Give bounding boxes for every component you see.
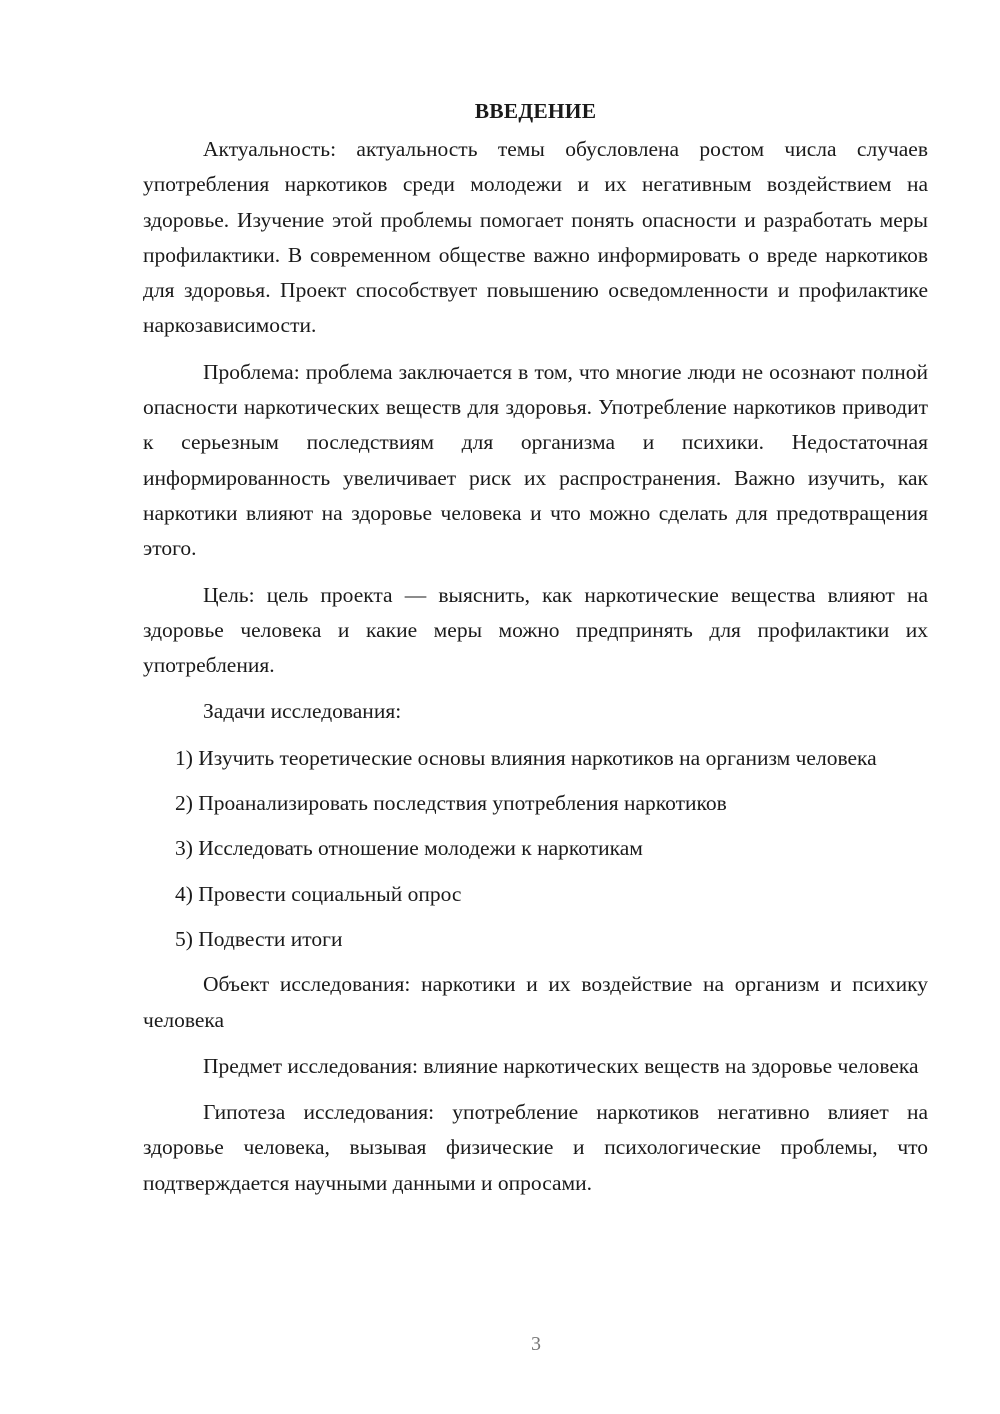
task-item: 4) Провести социальный опрос — [175, 881, 462, 906]
object-paragraph: Объект исследования: наркотики и их воздействие на организм и психику человека — [143, 972, 928, 1032]
task-item: 1) Изучить теоретические основы влияния наркотиков на организм человека — [175, 745, 877, 770]
relevance-paragraph: Актуальность: актуальность темы обусловлена ростом числа случаев употребления наркотиков среди молодежи и их негативным воздействием на здоровье. Изучение этой проблемы помогает понять опасности и разработать меры профилактики. В современном обществе важно информировать о вреде наркотиков для здоровья. Проект способствует повышению осведомленности и профилактике наркозависимости. — [143, 137, 928, 338]
tasks-list — [143, 741, 928, 957]
goal-paragraph: Цель: цель проекта — выяснить, как наркотические вещества влияют на здоровье человека и какие меры можно предпринять для профилактики их употребления. — [143, 582, 928, 678]
task-item: 3) Исследовать отношение молодежи к наркотикам — [175, 836, 643, 861]
task-item: 5) Подвести итоги — [175, 926, 343, 951]
page-number: 3 — [531, 1333, 541, 1355]
document-page — [143, 96, 928, 1212]
tasks-heading: Задачи исследования: — [203, 699, 402, 724]
problem-paragraph: Проблема: проблема заключается в том, что многие люди не осознают полной опасности наркотических веществ для здоровья. Употребление наркотиков приводит к серьезным последствиям для организма и психики. Недостаточная информированность увеличивает риск их распространения. Важно изучить, как наркотики влияют на здоровье человека и что можно сделать для предотвращения этого. — [143, 359, 928, 561]
subject-paragraph: Предмет исследования: влияние наркотических веществ на здоровье человека — [203, 1053, 919, 1078]
section-title: ВВЕДЕНИЕ — [474, 99, 597, 123]
task-item: 2) Проанализировать последствия употребления наркотиков — [175, 791, 727, 816]
hypothesis-paragraph: Гипотеза исследования: употребление наркотиков негативно влияет на здоровье человека, вызывая физические и психологические проблемы, что подтверждается научными данными и опросами. — [143, 1100, 928, 1195]
